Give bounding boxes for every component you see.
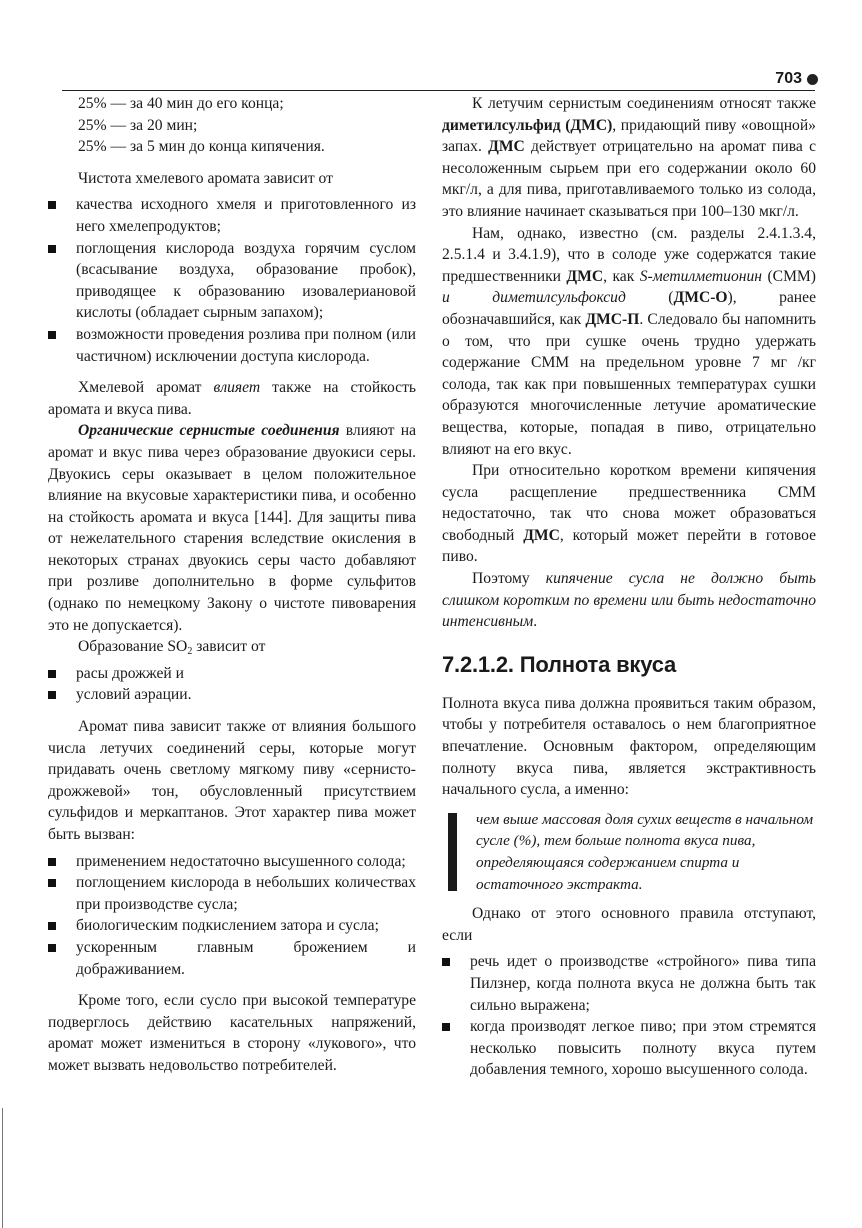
list-item: условий аэрации. [48, 684, 416, 706]
left-column [48, 93, 416, 1077]
paragraph: Поэтому кипячение сусла не должно быть слишком коротким по времени или быть недостаточно интенсивным. [442, 570, 816, 631]
bullet-icon [48, 331, 56, 339]
paragraph: Органические сернистые соединения влияют на аромат и вкус пива через образование двуокиси серы. Двуокись серы оказывает в целом положительное влияние на вкусовые характеристики пива, и особенно на стойкость аромата и вкуса [144]. Для защиты пива от нежелательного старения вследствие окисления в некоторых странах двуокись серы часто добавляют при розливе дополнительно в форме сульфитов (однако по немецкому Закону о чистоте пивоварения это не допускается). [48, 422, 417, 634]
bullet-list [48, 194, 416, 367]
list-item: поглощения кислорода воздуха горячим суслом (всасывание воздуха, образование пробок), приводящее к образованию изовалериановой кислоты (обладает сырным запахом); [48, 238, 416, 324]
bullet-list [442, 951, 816, 1081]
paragraph: Однако от этого основного правила отступают, если [442, 905, 816, 944]
paragraph: При относительно коротком времени кипячения сусла расщепление предшественника СММ недостаточно, так что снова может образоваться свободный ДМС, который может перейти в готовое пиво. [442, 462, 816, 566]
bullet-list [48, 851, 416, 981]
bullet-list [48, 663, 416, 706]
bullet-icon [48, 245, 56, 253]
paragraph: Хмелевой аромат влияет также на стойкость аромата и вкуса пива. [48, 379, 416, 418]
paragraph: Чистота хмелевого аромата зависит от [78, 169, 333, 187]
term: Органические сернистые соединения [78, 422, 340, 440]
schedule-item: 25% — за 20 мин; [78, 116, 198, 134]
bullet-icon [442, 958, 450, 966]
bullet-icon [48, 670, 56, 678]
list-item: когда производят легкое пиво; при этом стремятся несколько повысить полноту вкуса путем добавления темного, хорошо высушенного солода. [442, 1016, 816, 1081]
bullet-icon [442, 1023, 450, 1031]
page-number [775, 70, 818, 88]
section-heading: 7.2.1.2. Полнота вкуса [442, 651, 677, 677]
rule-quote: чем выше массовая доля сухих веществ в начальном сусле (%), тем больше полнота вкуса пива, определяющаяся содержанием спирта и остаточного экстракта. [442, 809, 816, 895]
list-item: поглощением кислорода в небольших количествах при производстве сусла; [48, 872, 416, 915]
schedule-item: 25% — за 5 мин до конца кипячения. [78, 138, 325, 156]
page-number-text: 703 [775, 70, 802, 87]
scan-edge-mark [2, 1108, 7, 1228]
list-item: речь идет о производстве «стройного» пива типа Пилзнер, когда полнота вкуса не должна быть так сильно выражена; [442, 951, 816, 1016]
bullet-icon [48, 201, 56, 209]
bullet-icon [48, 858, 56, 866]
bullet-icon [48, 879, 56, 887]
bullet-icon [48, 944, 56, 952]
bullet-icon [48, 691, 56, 699]
list-item: качества исходного хмеля и приготовленного из него хмелепродуктов; [48, 194, 416, 237]
paragraph: Полнота вкуса пива должна проявиться таким образом, чтобы у потребителя оставалось о нем благоприятное впечатление. Основным фактором, определяющим полноту вкуса пива, является экстрактивность начального сусла, а именно: [442, 694, 816, 799]
paragraph: Кроме того, если сусло при высокой температуре подверглось действию касательных напряжений, аромат может измениться в сторону «лукового», что может вызвать недовольство потребителей. [48, 992, 416, 1074]
paragraph: Образование $SO_2$ зависит от [78, 638, 266, 658]
list-item: биологическим подкислением затора и сусла; [48, 915, 416, 937]
list-item: расы дрожжей и [48, 663, 416, 685]
schedule-item: 25% — за 40 мин до его конца; [78, 95, 284, 112]
bullet-icon [48, 922, 56, 930]
header-rule [62, 90, 815, 91]
list-item: ускоренным главным брожением и дображиванием. [48, 937, 416, 980]
paragraph: Нам, однако, известно (см. разделы 2.4.1.3.4, 2.5.1.4 и 3.4.1.9), что в солоде уже содержатся такие предшественники ДМС, как S-метилметионин (СММ) и диметилсульфоксид (ДМС-О), ранее обозначавшийся, как ДМС-П. Следовало бы напомнить о том, что при сушке очень трудно удержать содержание СММ на предельном уровне 7 мг /кг солода, так как при повышенных температурах сушки образуются многочисленные летучие ароматические вещества, которые, попадая в пиво, отрицательно влияют на его вкус. [442, 224, 816, 458]
paragraph: Аромат пива зависит также от влияния большого числа летучих соединений серы, которые могут придавать очень светлому мягкому пиву «сернисто-дрожжевой» тон, обусловленный присутствием сульфидов и меркаптанов. Этот характер пива может быть вызван: [48, 718, 416, 843]
paragraph: К летучим сернистым соединениям относят также диметилсульфид (ДМС), придающий пиву «овощной» запах. ДМС действует отрицательно на аромат пива с несоложенным сырьем при его содержании около 60 мкг/л, а для пива, приготавливаемого только из солода, это влияние начинает сказываться при 100–130 мкг/л. [442, 95, 816, 220]
list-item: применением недостаточно высушенного солода; [48, 851, 416, 873]
quote-bar [448, 813, 457, 891]
list-item: возможности проведения розлива при полном (или частичном) исключении доступа кислорода. [48, 324, 416, 367]
right-column [442, 93, 816, 1081]
page-dot-icon [807, 74, 818, 85]
